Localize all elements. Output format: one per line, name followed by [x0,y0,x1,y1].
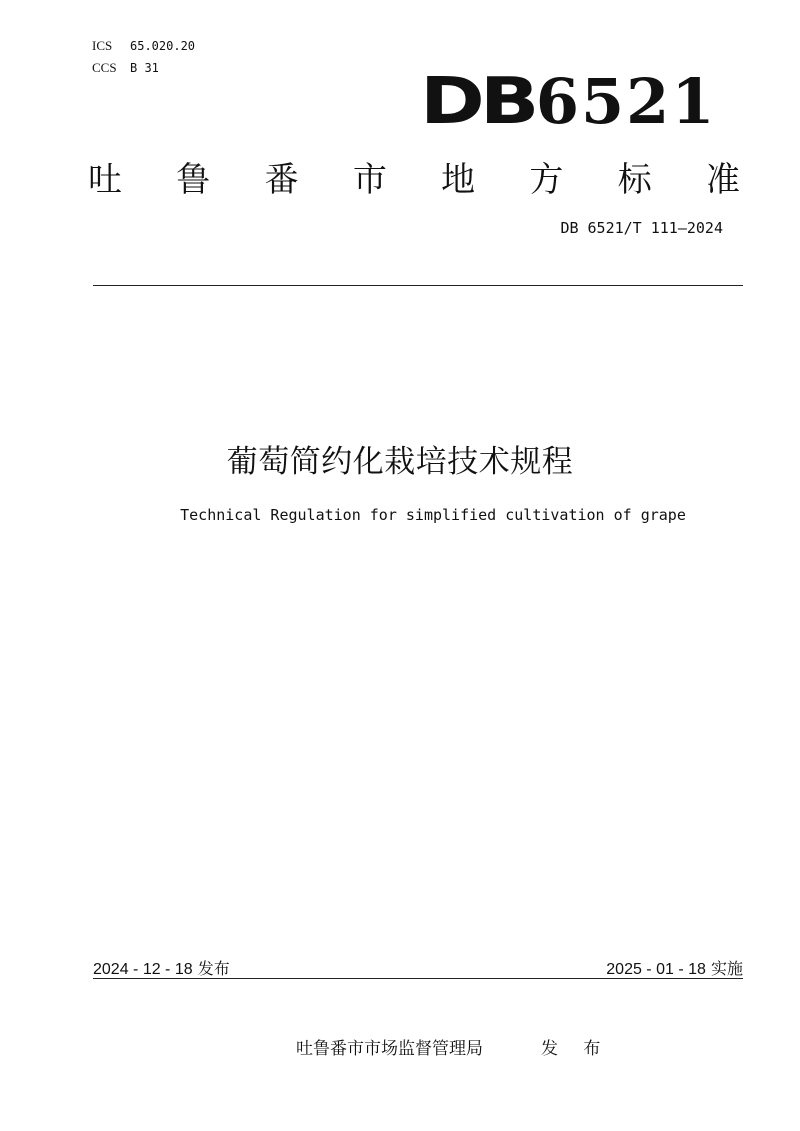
standard-type-char: 鲁 [176,160,211,200]
publisher-action: 发 布 [541,1039,611,1059]
ics-classification [92,38,195,54]
standard-type-char: 吐 [88,160,122,200]
db-logo-prefix: DB [420,65,535,139]
publisher-name: 吐鲁番市市场监督管理局 [296,1039,483,1059]
ccs-value: B 31 [130,61,159,75]
standard-type-char: 番 [264,160,299,200]
issue-date-value: 2024 - 12 - 18 [93,961,193,978]
bottom-divider [93,978,743,979]
ccs-label: CCS [92,60,117,75]
top-divider [93,285,743,286]
standard-type-char: 地 [441,160,476,200]
document-title-english: Technical Regulation for simplified cultivation of grape [180,506,686,524]
implementation-date-label: 实施 [710,959,743,978]
issue-date [93,956,230,979]
document-number: DB 6521/T 111—2024 [560,219,723,237]
standard-type-char: 市 [352,160,387,200]
ics-value: 65.020.20 [130,39,196,53]
implementation-date [606,956,743,979]
db-logo-number: 6521 [535,65,717,138]
document-title-chinese: 葡萄简约化栽培技术规程 [226,444,574,480]
issue-date-label: 发布 [197,959,230,978]
db-logo [420,65,717,139]
ccs-classification [92,60,159,76]
ics-label: ICS [92,38,113,53]
standard-type-char: 方 [529,160,564,200]
standard-type-char: 准 [705,160,740,200]
standard-type-title [88,152,740,201]
standard-type-char: 标 [617,160,652,200]
implementation-date-value: 2025 - 01 - 18 [606,961,706,978]
